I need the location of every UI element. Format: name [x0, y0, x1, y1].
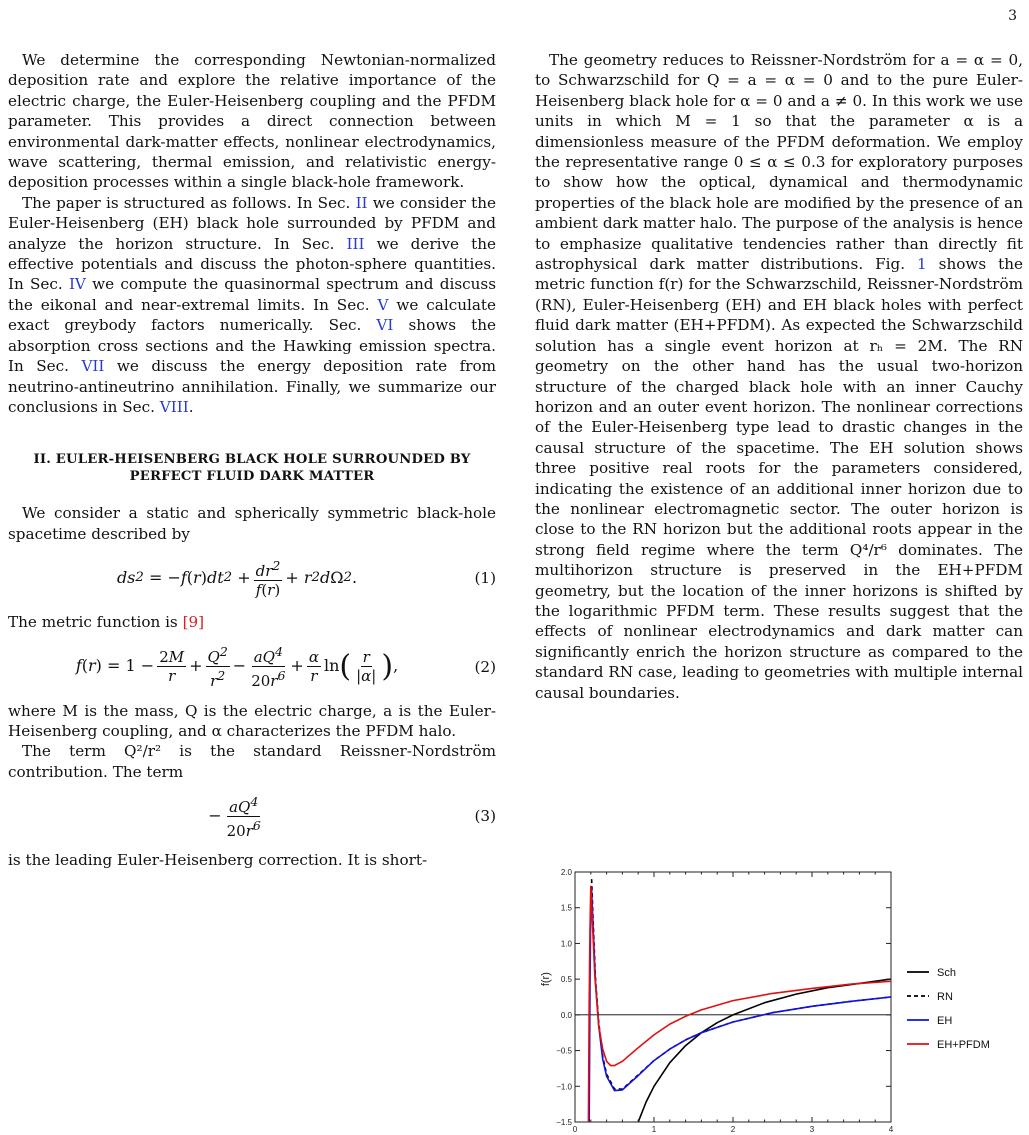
legend-label: EH+PFDM	[937, 1039, 990, 1051]
y-tick-label: 1.0	[560, 939, 572, 949]
x-tick-label: 4	[888, 1125, 894, 1134]
y-tick-label: −1.0	[556, 1082, 572, 1092]
right-column	[535, 50, 1023, 703]
equation-3: − $\frac{aQ^4}{20r^6}$ (3)	[208, 793, 496, 840]
x-tick-label: 1	[651, 1125, 657, 1134]
section-link[interactable]: IV	[68, 275, 86, 294]
section-heading: II. EULER-HEISENBERG BLACK HOLE SURROUNDED BY PERFECT FLUID DARK MATTER	[33, 452, 471, 485]
section-link[interactable]: III	[346, 234, 365, 253]
equation-2: f ( r ) = 1 − $\frac{2M}{r}$ + $\frac{Q^2}{r^2}$ − $\frac{aQ^4}{20r^6}$ + $\frac{\alpha}{r}$ ln ( $\frac{r}{|\alpha|}$ ) , (2)	[75, 644, 496, 691]
metric-function-figure	[535, 755, 1023, 1135]
intro-paragraph: We determine the corresponding Newtonian-normalized deposition rate and explore the relative importance of the electric charge, the Euler-Heisenberg coupling and the PFDM parameter. This provides a direct connection between environmental dark-matter effects, nonlinear electrodynamics, wave scattering, thermal emission, and relativistic energy-deposition processes within a single black-hole framework.	[8, 51, 496, 192]
structure-paragraph: The paper is structured as follows. In Sec. II we consider the Euler-Heisenberg (EH) black hole surrounded by PFDM and analyze the horizon structure. In Sec. III we derive the effective potentials and discuss the photon-sphere quantities. In Sec. IV we compute the quasinormal spectrum and discuss the eikonal and near-extremal limits. In Sec. V we calculate exact greybody factors numerically. Sec. VI shows the absorption cross sections and the Hawking emission spectra. In Sec. VII we discuss the energy deposition rate from neutrino-antineutrino annihilation. Finally, we summarize our conclusions in Sec. VIII.	[8, 193, 496, 416]
section-link[interactable]: II	[355, 193, 368, 212]
x-tick-label: 0	[572, 1125, 578, 1134]
page-number: 3	[1008, 8, 1017, 24]
series-line-eh-pfdm	[588, 886, 891, 1122]
leading-paragraph: is the leading Euler-Heisenberg correction. It is short-	[8, 851, 428, 870]
plot-frame	[575, 872, 891, 1122]
metric-function-chart	[535, 755, 1023, 1134]
y-tick-label: −1.5	[556, 1118, 572, 1127]
section-link[interactable]: V	[377, 295, 389, 314]
equation-number: (3)	[474, 806, 496, 825]
y-tick-label: 0.5	[560, 975, 572, 985]
legend-label: Sch	[937, 967, 956, 979]
consider-paragraph: We consider a static and spherically symmetric black-hole spacetime described by	[8, 504, 496, 543]
citation-link[interactable]: [9]	[182, 613, 205, 632]
legend-label: EH	[937, 1015, 953, 1027]
section-link[interactable]: VIII	[159, 397, 189, 416]
legend-label: RN	[937, 991, 953, 1003]
section-link[interactable]: VI	[376, 316, 394, 335]
y-tick-label: 0.0	[560, 1010, 572, 1020]
y-tick-label: −0.5	[556, 1046, 572, 1056]
y-tick-label: 1.5	[560, 903, 572, 913]
y-tick-label: 2.0	[560, 868, 572, 877]
series-line-eh	[589, 890, 891, 1122]
metric-paragraph: The metric function is [9]	[8, 613, 205, 632]
figure-link[interactable]: 1	[917, 255, 927, 274]
x-tick-label: 3	[809, 1125, 815, 1134]
left-column	[8, 50, 496, 871]
equation-1: ds 2 = −f ( r ) dt 2 + $\frac{dr^2}{f(r)}$ + r 2 d Ω 2 . (1)	[116, 558, 496, 600]
term-paragraph: The term Q²/r² is the standard Reissner-Nordström contribution. The term	[8, 742, 496, 781]
equation-number: (2)	[474, 657, 496, 676]
where-paragraph: where M is the mass, Q is the electric charge, a is the Euler-Heisenberg coupling, and α characterizes the PFDM halo.	[8, 701, 496, 740]
geometry-paragraph: The geometry reduces to Reissner-Nordström for a = α = 0, to Schwarzschild for Q = a = α = 0 and to the pure Euler-Heisenberg black hole for α = 0 and a ≠ 0. In this work we use units in which M = 1 so that the parameter α is a dimensionless measure of the PFDM deformation. We employ the representative range 0 ≤ α ≤ 0.3 for exploratory purposes to show how the optical, dynamical and thermodynamic properties of the black hole are modified by the presence of an ambient dark matter halo. The purpose of the analysis is hence to emphasize qualitative tendencies rather than directly fit astrophysical dark matter distributions. Fig. 1 shows the metric function f(r) for the Schwarzschild, Reissner-Nordström (RN), Euler-Heisenberg (EH) and EH black holes with perfect fluid dark matter (EH+PFDM). As expected the Schwarzschild solution has a single event horizon at rₕ = 2M. The RN geometry on the other hand has the usual two-horizon structure of the charged black hole with an inner Cauchy horizon and an outer event horizon. The nonlinear corrections of the Euler-Heisenberg type lead to drastic changes in the causal structure of the spacetime. The EH solution shows three positive real roots for the parameters considered, indicating the existence of an additional inner horizon due to the nonlinear electromagnetic sector. The outer horizon is close to the RN horizon but the additional roots appear in the strong field regime where the term Q⁴/r⁶ dominates. The multihorizon structure is preserved in the EH+PFDM geometry, but the location of the inner horizons is shifted by the logarithmic PFDM term. These results suggest that the effects of nonlinear electrodynamics and dark matter can significantly enrich the horizon structure as compared to the standard RN case, leading to geometries with multiple internal causal boundaries.	[535, 51, 1023, 702]
y-axis-label: f(r)	[540, 972, 552, 987]
section-link[interactable]: VII	[81, 357, 105, 376]
x-tick-label: 2	[730, 1125, 736, 1134]
equation-number: (1)	[474, 568, 496, 587]
